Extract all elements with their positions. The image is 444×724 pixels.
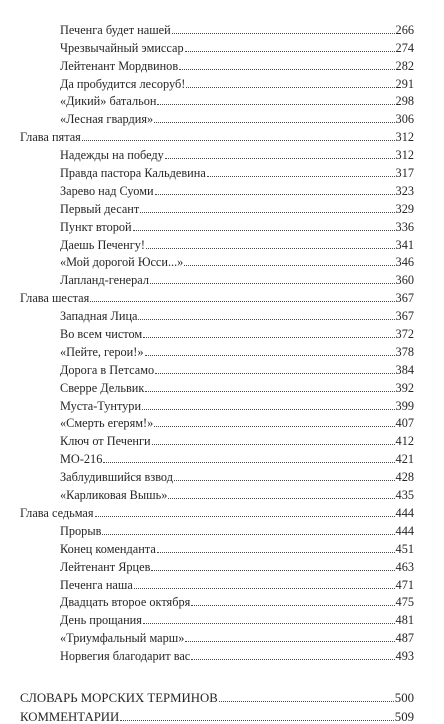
dot-leader [219,701,394,702]
toc-entry [0,269,444,287]
toc-entry-page: 444 [395,523,414,538]
toc-entry-title: «Триумфальный марш» [60,631,185,646]
toc-chapter-page: 367 [395,291,414,306]
toc-entry [0,323,444,341]
toc-entry [0,609,444,627]
dot-leader [152,444,395,445]
toc-entry-page: 274 [395,40,414,55]
toc-entry-page: 451 [395,541,414,556]
dot-leader [157,104,394,105]
toc-entry-title: Печенга будет нашей [60,22,171,37]
toc-entry-page: 471 [395,577,414,592]
toc-chapter-title: Глава пятая [20,130,81,145]
toc-entry-page: 384 [395,362,414,377]
toc-chapter-page: 312 [395,130,414,145]
toc-entry [0,144,444,162]
toc-entry-page: 291 [395,76,414,91]
toc-entry-page: 323 [395,183,414,198]
toc-entry [0,198,444,216]
toc-entry-page: 341 [395,237,414,252]
dot-leader [155,373,394,374]
toc-entry [0,216,444,234]
toc-entry [0,234,444,252]
toc-entry-title: Чрезвычайный эмиссар [60,40,184,55]
toc-entry-page: 346 [395,255,414,270]
toc-entry-title: Во всем чистом [60,327,143,342]
toc-entry [0,377,444,395]
toc-entry-page: 298 [395,94,414,109]
toc-backmatter-page: 500 [394,690,414,705]
toc-entry-page: 378 [395,344,414,359]
dot-leader [102,534,394,535]
toc-chapter-page: 444 [395,505,414,520]
dot-leader [174,480,395,481]
toc-entry-page: 475 [395,595,414,610]
toc-entry-page: 421 [395,452,414,467]
toc-entry-page: 493 [395,649,414,664]
toc-entry-page: 367 [395,309,414,324]
toc-entry-page: 463 [395,559,414,574]
toc-entry-page: 306 [395,112,414,127]
dot-leader [143,337,394,338]
toc-backmatter-page: 509 [394,710,414,724]
toc-entry [0,574,444,592]
toc-entry [0,359,444,377]
dot-leader [90,301,394,302]
dot-leader [151,570,394,571]
dot-leader [207,176,395,177]
toc-chapter-heading [0,502,444,520]
toc-entry-page: 481 [395,613,414,628]
toc-entry [0,448,444,466]
toc-entry [0,252,444,270]
toc-entry-page: 487 [395,631,414,646]
toc-entry [0,413,444,431]
toc-entry-page: 407 [395,416,414,431]
toc-chapter-title: Глава седьмая [20,505,94,520]
toc-entry-page: 412 [395,434,414,449]
dot-leader [154,122,394,123]
toc-entry [0,162,444,180]
toc-entry-page: 428 [395,470,414,485]
toc-entry [0,19,444,37]
toc-entry-title: «Карликовая Вышь» [60,488,168,503]
dot-leader [138,319,394,320]
toc-entry-page: 317 [395,166,414,181]
toc-entry-title: Печенга наша [60,577,133,592]
toc-entry [0,645,444,663]
toc-entry-title: Прорыв [60,523,102,538]
dot-leader [143,623,395,624]
dot-leader [142,409,395,410]
toc-entry-title: МО-216 [60,452,103,467]
toc-entry-title: «Мой дорогой Юсси...» [60,255,184,270]
dot-leader [145,391,394,392]
dot-leader [191,605,394,606]
dot-leader [133,230,395,231]
dot-leader [95,516,395,517]
toc-entry-title: Пункт второй [60,219,132,234]
toc-entry-title: Заблудившийся взвод [60,470,173,485]
dot-leader [103,462,394,463]
toc-entry [0,55,444,73]
dot-leader [120,720,394,721]
toc-chapter-heading [0,287,444,305]
toc-entry [0,305,444,323]
dot-leader [146,248,395,249]
toc-chapter-title: Глава шестая [20,291,90,306]
toc-entry [0,91,444,109]
dot-leader [185,51,395,52]
toc-entry-title: Даешь Печенгу! [60,237,145,252]
toc-entry [0,395,444,413]
dot-leader [145,355,395,356]
toc-backmatter-title: КОММЕНТАРИИ [20,710,120,724]
toc-entry-page: 336 [395,219,414,234]
toc-entry-page: 372 [395,327,414,342]
toc-entry-title: Ключ от Печенги [60,434,151,449]
toc-entry-title: Лапланд-генерал [60,273,149,288]
toc-entry [0,108,444,126]
dot-leader [157,552,395,553]
toc-entry [0,37,444,55]
toc-entry-title: Надежды на победу [60,148,164,163]
dot-leader [165,158,395,159]
toc-entry-title: День прощания [60,613,142,628]
toc-entry-page: 266 [395,22,414,37]
toc-entry-title: Двадцать второе октября [60,595,191,610]
dot-leader [140,212,394,213]
toc-entry-page: 282 [395,58,414,73]
toc-entry [0,538,444,556]
toc-entry-page: 435 [395,488,414,503]
toc-entry-title: Сверре Дельвик [60,380,145,395]
toc-entry [0,627,444,645]
toc-entry-page: 360 [395,273,414,288]
toc-entry-page: 399 [395,398,414,413]
toc-entry [0,592,444,610]
toc-entry [0,73,444,91]
dot-leader [168,498,394,499]
toc-entry-title: Лейтенант Мордвинов [60,58,179,73]
toc-entry-title: Зарево над Суоми [60,183,154,198]
dot-leader [185,641,394,642]
toc-entry [0,180,444,198]
toc-entry-title: Западная Лица [60,309,138,324]
toc-entry-title: Норвегия благодарит вас [60,649,191,664]
toc-entry-title: «Смерть егерям!» [60,416,154,431]
toc-backmatter-entry [0,685,444,705]
dot-leader [82,140,395,141]
toc-entry [0,520,444,538]
dot-leader [150,283,395,284]
toc-entry [0,466,444,484]
toc-entry-title: Да пробудится лесоруб! [60,76,186,91]
toc-entry-title: «Дикий» батальон [60,94,157,109]
toc-entry-page: 312 [395,148,414,163]
dot-leader [179,69,394,70]
toc-chapter-heading [0,126,444,144]
dot-leader [184,265,394,266]
toc-entry [0,556,444,574]
section-gap [0,663,444,685]
toc-entry-title: «Пейте, герои!» [60,344,144,359]
toc-entry [0,341,444,359]
toc-entry-title: Первый десант [60,201,140,216]
dot-leader [191,659,394,660]
dot-leader [172,33,395,34]
dot-leader [154,426,394,427]
toc-backmatter-entry [0,705,444,724]
toc-backmatter-title: СЛОВАРЬ МОРСКИХ ТЕРМИНОВ [20,690,218,705]
toc-entry-title: Муста-Тунтури [60,398,142,413]
toc-entry-title: Дорога в Петсамо [60,362,155,377]
toc-entry-page: 392 [395,380,414,395]
toc-entry [0,484,444,502]
toc-entry-title: Лейтенант Ярцев [60,559,151,574]
toc-entry-title: «Лесная гвардия» [60,112,154,127]
dot-leader [186,87,394,88]
toc-entry-page: 329 [395,201,414,216]
toc-entry-title: Конец коменданта [60,541,156,556]
toc-entry [0,430,444,448]
dot-leader [134,588,395,589]
dot-leader [155,194,395,195]
toc-entry-title: Правда пастора Кальдевина [60,166,206,181]
